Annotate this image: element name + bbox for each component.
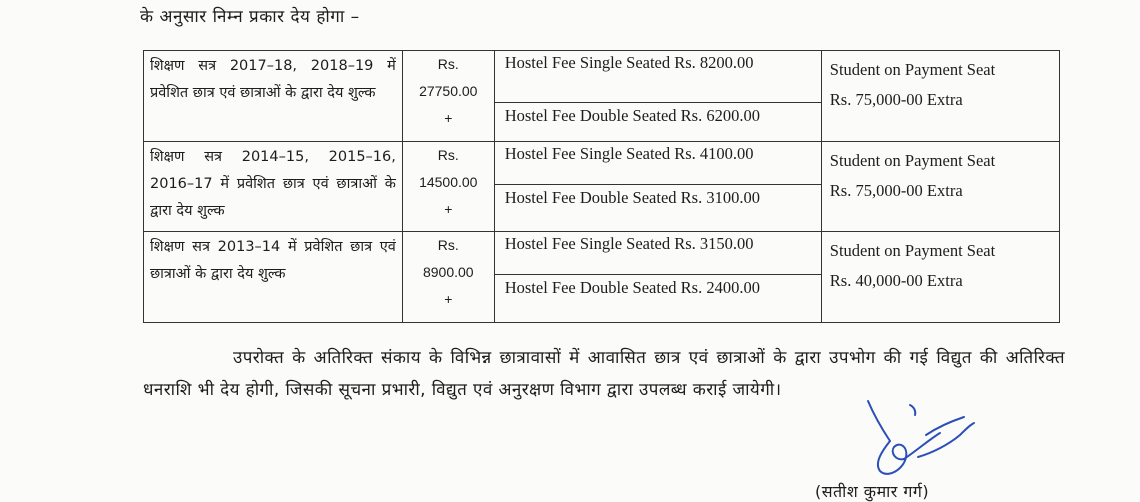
payment-seat-cell <box>821 232 1059 323</box>
payment-seat-label: Student on Payment Seat <box>829 151 996 170</box>
session-cell: शिक्षण सत्र 2017–18, 2018–19 में प्रवेशित छात्र एवं छात्राओं के द्वारा देय शुल्क <box>144 51 403 142</box>
amount-prefix: Rs. <box>437 56 459 72</box>
table-row <box>144 142 1060 232</box>
hostel-double-fee: Hostel Fee Double Seated Rs. 2400.00 <box>504 278 760 297</box>
hostel-double-fee: Hostel Fee Double Seated Rs. 6200.00 <box>504 106 760 125</box>
hostel-fee-cell <box>494 142 821 232</box>
amount-value: 27750.00 <box>419 83 478 99</box>
signature-scribble <box>860 395 990 485</box>
amount-suffix: + <box>444 201 453 217</box>
hostel-fee-cell <box>494 51 821 142</box>
amount-cell <box>402 232 494 323</box>
amount-cell <box>402 142 494 232</box>
amount-cell <box>402 51 494 142</box>
hostel-single-fee: Hostel Fee Single Seated Rs. 8200.00 <box>495 51 821 103</box>
payment-seat-extra: Rs. 75,000-00 Extra <box>829 90 963 109</box>
payment-seat-label: Student on Payment Seat <box>829 241 996 260</box>
amount-value: 14500.00 <box>419 174 478 190</box>
session-cell: शिक्षण सत्र 2013–14 में प्रवेशित छात्र एवं छात्राओं के द्वारा देय शुल्क <box>144 232 403 323</box>
payment-seat-extra: Rs. 40,000-00 Extra <box>829 271 963 290</box>
fee-table <box>143 50 1060 323</box>
amount-value: 8900.00 <box>422 264 474 280</box>
amount-suffix: + <box>444 291 453 307</box>
amount-suffix: + <box>444 110 453 126</box>
signature <box>860 395 990 489</box>
paragraph-text: उपरोक्त के अतिरिक्त संकाय के विभिन्न छात्रावासों में आवासित छात्र एवं छात्राओं के द्वारा उपभोग की गई विद्युत की अतिरिक्त धनराशि भी देय होगी, जिसकी सूचना प्रभारी, विद्युत एवं अनुरक्षण विभाग द्वारा उपलब्ध कराई जायेगी। <box>143 348 1065 400</box>
session-cell: शिक्षण सत्र 2014–15, 2015–16, 2016–17 में प्रवेशित छात्र एवं छात्राओं के द्वारा देय शुल्क <box>144 142 403 232</box>
intro-line: के अनुसार निम्न प्रकार देय होगा – <box>140 7 360 27</box>
hostel-single-fee: Hostel Fee Single Seated Rs. 4100.00 <box>495 142 821 185</box>
payment-seat-extra: Rs. 75,000-00 Extra <box>829 181 963 200</box>
payment-seat-cell <box>821 51 1059 142</box>
hostel-single-fee: Hostel Fee Single Seated Rs. 3150.00 <box>495 232 821 275</box>
table-row <box>144 51 1060 142</box>
table-row <box>144 232 1060 323</box>
signatory-name: (सतीश कुमार गर्ग) <box>815 482 930 501</box>
payment-seat-label: Student on Payment Seat <box>829 60 996 79</box>
payment-seat-cell <box>821 142 1059 232</box>
amount-prefix: Rs. <box>437 237 459 253</box>
hostel-fee-cell <box>494 232 821 323</box>
hostel-double-fee: Hostel Fee Double Seated Rs. 3100.00 <box>504 188 760 207</box>
amount-prefix: Rs. <box>437 147 459 163</box>
